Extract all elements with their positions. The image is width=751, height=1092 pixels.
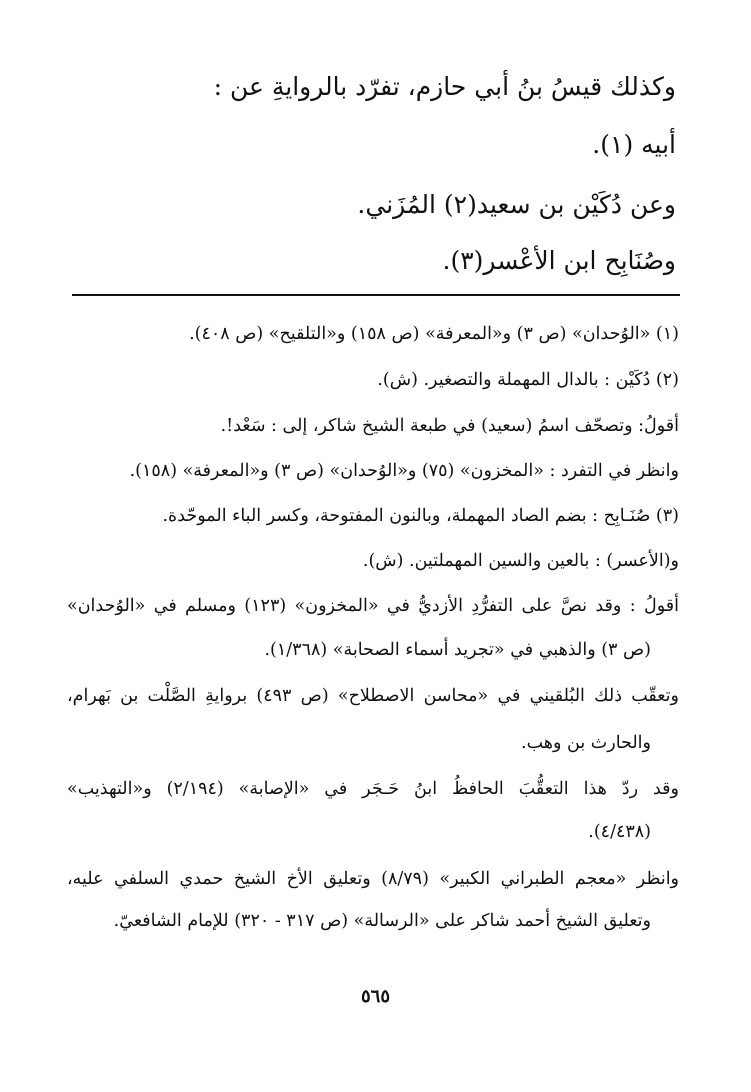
footnote-line: وانظر «معجم الطبراني الكبير» (٨/٧٩) وتعليق الأخ الشيخ حمدي السلفي عليه، bbox=[67, 869, 680, 889]
footnote-line: (٣) صُنَـابِح : بضم الصاد المهملة، وبالنون المفتوحة، وكسر الباء الموحّدة. bbox=[162, 506, 679, 526]
footnote-line: وتعليق الشيخ أحمد شاكر على «الرسالة» (ص ٣١٧ - ٣٢٠) للإمام الشافعيّ. bbox=[113, 911, 651, 931]
main-text-line: وكذلك قيسُ بنُ أبي حازم، تفرّد بالروايةِ عن : bbox=[213, 72, 676, 101]
page-number: ٥٦٥ bbox=[360, 986, 390, 1007]
footnote-line: (١) «الوُحدان» (ص ٣) و«المعرفة» (ص ١٥٨) و«التلقيح» (ص ٤٠٨). bbox=[189, 324, 679, 344]
footnote-line: وتعقّب ذلك البُلقيني في «محاسن الاصطلاح» (ص ٤٩٣) بروايةِ الصَّلْت بن بَهرام، bbox=[67, 686, 680, 706]
footnote-separator bbox=[72, 294, 680, 296]
footnote-line: (ص ٣) والذهبي في «تجريد أسماء الصحابة» (١/٣٦٨). bbox=[264, 640, 651, 660]
footnote-line: و(الأعسر) : بالعين والسين المهملتين. (ش). bbox=[362, 551, 679, 571]
main-text-line: وعن دُكَيْن بن سعيد(٢) المُزَني. bbox=[357, 190, 676, 219]
footnote-line: (٢) دُكَيْن : بالدال المهملة والتصغير. (ش). bbox=[377, 370, 679, 390]
footnote-line: والحارث بن وهب. bbox=[521, 733, 651, 753]
footnote-line: (٤/٤٣٨). bbox=[588, 822, 651, 842]
main-text-line: وصُنَابِح ابن الأعْسر(٣). bbox=[442, 246, 676, 275]
footnote-line: وانظر في التفرد : «المخزون» (٧٥) و«الوُحدان» (ص ٣) و«المعرفة» (١٥٨). bbox=[129, 461, 679, 481]
footnote-line: أقولُ: وتصحّف اسمُ (سعيد) في طبعة الشيخ شاكر، إلى : سَعْد!. bbox=[220, 416, 679, 436]
footnote-line: وقد ردّ هذا التعقُّبَ الحافظُ ابنُ حَـجَر في «الإصابة» (٢/١٩٤) و«التهذيب» bbox=[67, 779, 679, 799]
main-text-line: أبيه (١). bbox=[592, 130, 676, 159]
footnote-line: أقولُ : وقد نصَّ على التفرُّدِ الأزديُّ في «المخزون» (١٢٣) ومسلم في «الوُحدان» bbox=[67, 596, 679, 616]
